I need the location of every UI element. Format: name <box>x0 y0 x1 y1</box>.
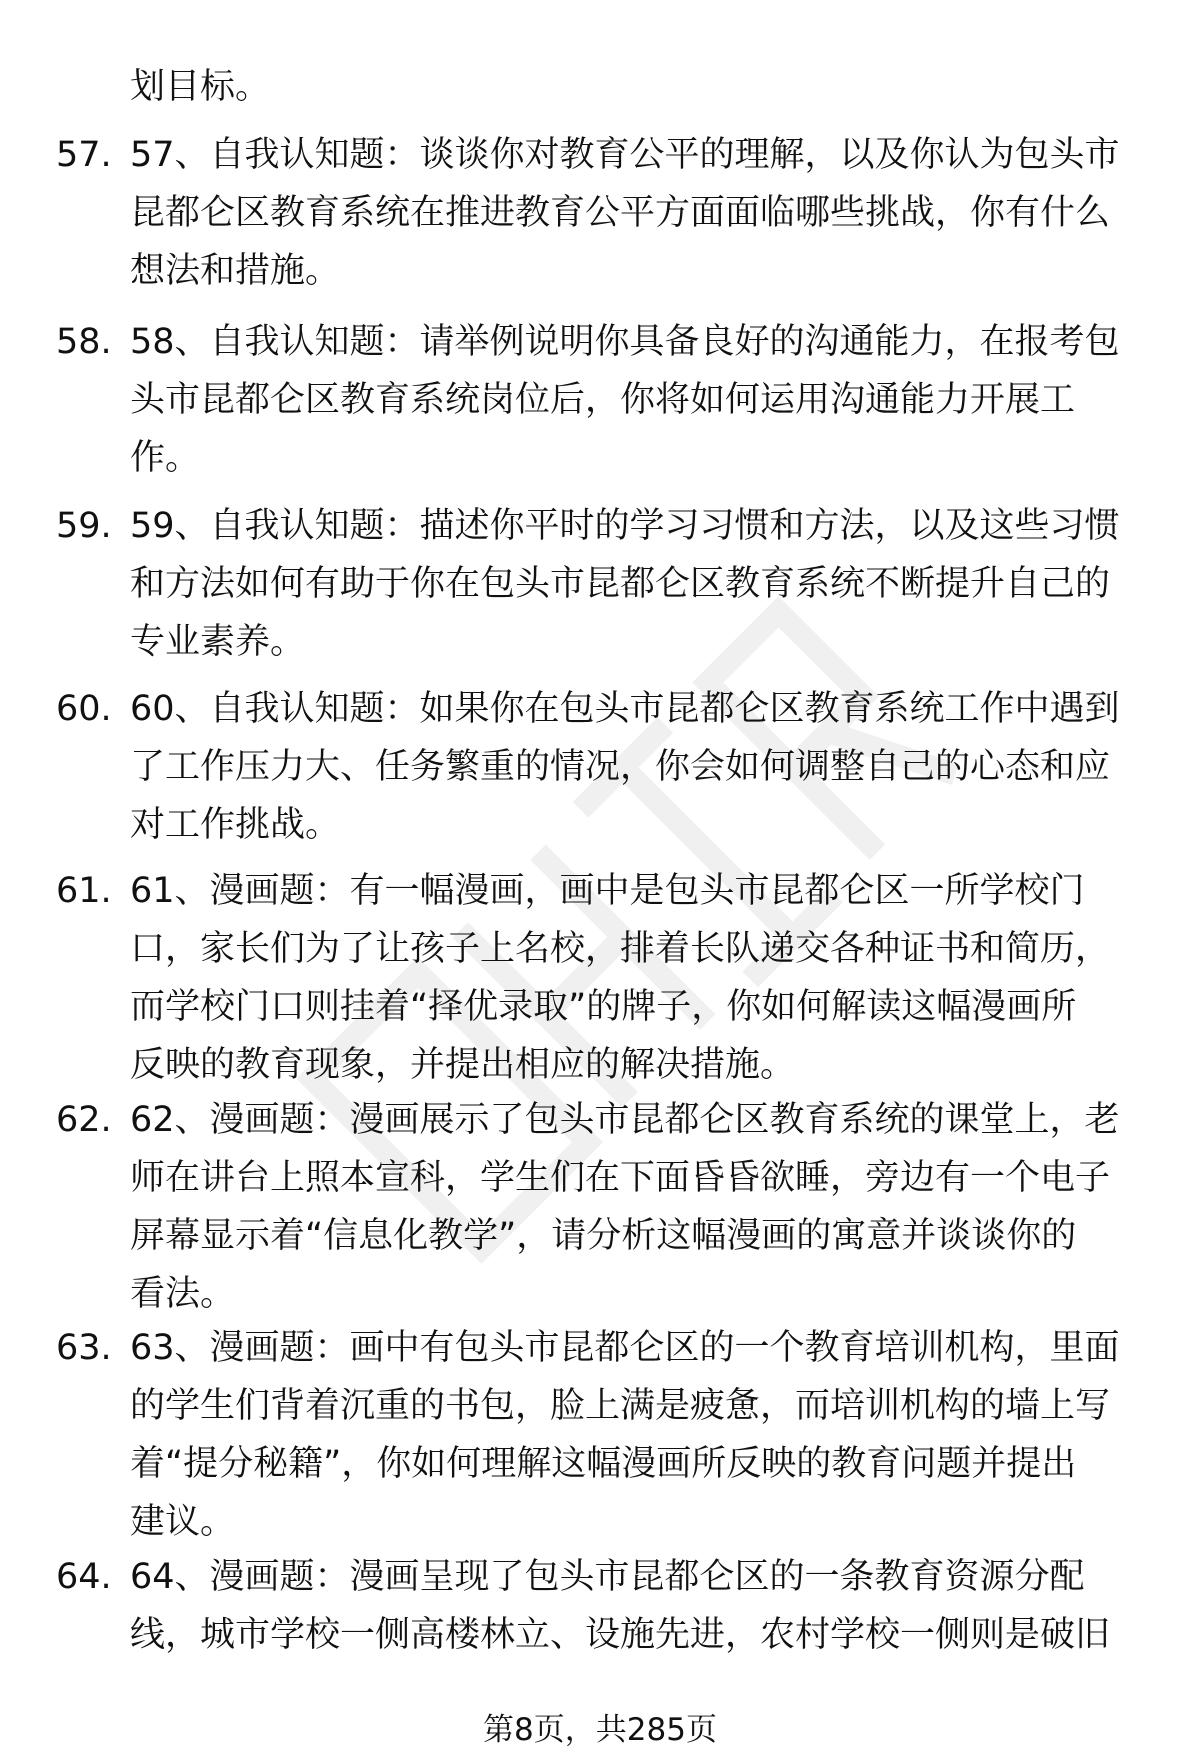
item-line: 对工作挑战。 <box>130 805 341 845</box>
item-number: 61. <box>56 871 112 911</box>
item-line: 建议。 <box>130 1502 236 1542</box>
item-line: 的学生们背着沉重的书包，脸上满是疲惫，而培训机构的墙上写 <box>130 1386 1111 1426</box>
item-line: 线，城市学校一侧高楼林立、设施先进，农村学校一侧则是破旧 <box>130 1615 1111 1655</box>
item-number: 59. <box>56 506 112 546</box>
item-number: 64. <box>56 1557 112 1597</box>
item-line: 60、自我认知题：如果你在包头市昆都仑区教育系统工作中遇到 <box>130 689 1120 729</box>
item-number: 57. <box>56 135 112 175</box>
item-text <box>130 1319 1130 1551</box>
item-line: 64、漫画题：漫画呈现了包头市昆都仑区的一条教育资源分配 <box>130 1557 1085 1597</box>
item-line: 63、漫画题：画中有包头市昆都仑区的一个教育培训机构，里面 <box>130 1328 1120 1368</box>
item-line: 专业素养。 <box>130 622 306 662</box>
item-line: 58、自我认知题：请举例说明你具备良好的沟通能力，在报考包 <box>130 322 1120 362</box>
item-line: 了工作压力大、任务繁重的情况，你会如何调整自己的心态和应 <box>130 747 1111 787</box>
item-text <box>130 680 1130 854</box>
item-text <box>130 1548 1130 1664</box>
item-line: 反映的教育现象，并提出相应的解决措施。 <box>130 1045 796 1085</box>
item-text <box>130 862 1130 1094</box>
item-line: 想法和措施。 <box>130 251 341 291</box>
item-line: 屏幕显示着“信息化教学”，请分析这幅漫画的寓意并谈谈你的 <box>130 1216 1077 1256</box>
item-line: 师在讲台上照本宣科，学生们在下面昏昏欲睡，旁边有一个电子 <box>130 1158 1111 1198</box>
item-line: 57、自我认知题：谈谈你对教育公平的理解，以及你认为包头市 <box>130 135 1120 175</box>
item-text <box>130 126 1130 300</box>
item-number: 63. <box>56 1328 112 1368</box>
item-number: 60. <box>56 689 112 729</box>
item-line: 着“提分秘籍”，你如何理解这幅漫画所反映的教育问题并提出 <box>130 1444 1077 1484</box>
item-line: 59、自我认知题：描述你平时的学习习惯和方法，以及这些习惯 <box>130 506 1120 546</box>
continuation-text: 划目标。 <box>130 67 271 107</box>
item-line: 口，家长们为了让孩子上名校，排着长队递交各种证书和简历， <box>130 929 1111 969</box>
item-line: 作。 <box>130 438 201 478</box>
item-line: 62、漫画题：漫画展示了包头市昆都仑区教育系统的课堂上，老 <box>130 1100 1120 1140</box>
item-line: 看法。 <box>130 1274 236 1314</box>
item-line: 而学校门口则挂着“择优录取”的牌子，你如何解读这幅漫画所 <box>130 987 1077 1027</box>
item-number: 58. <box>56 322 112 362</box>
item-line: 昆都仑区教育系统在推进教育公平方面面临哪些挑战，你有什么 <box>130 193 1111 233</box>
item-text <box>130 1091 1130 1323</box>
item-text <box>130 313 1130 487</box>
item-text <box>130 497 1130 671</box>
item-line: 头市昆都仑区教育系统岗位后，你将如何运用沟通能力开展工 <box>130 380 1076 420</box>
item-number: 62. <box>56 1100 112 1140</box>
page-footer: 第8页，共285页 <box>483 1712 717 1748</box>
item-line: 和方法如何有助于你在包头市昆都仑区教育系统不断提升自己的 <box>130 564 1111 604</box>
item-line: 61、漫画题：有一幅漫画，画中是包头市昆都仑区一所学校门 <box>130 871 1085 911</box>
